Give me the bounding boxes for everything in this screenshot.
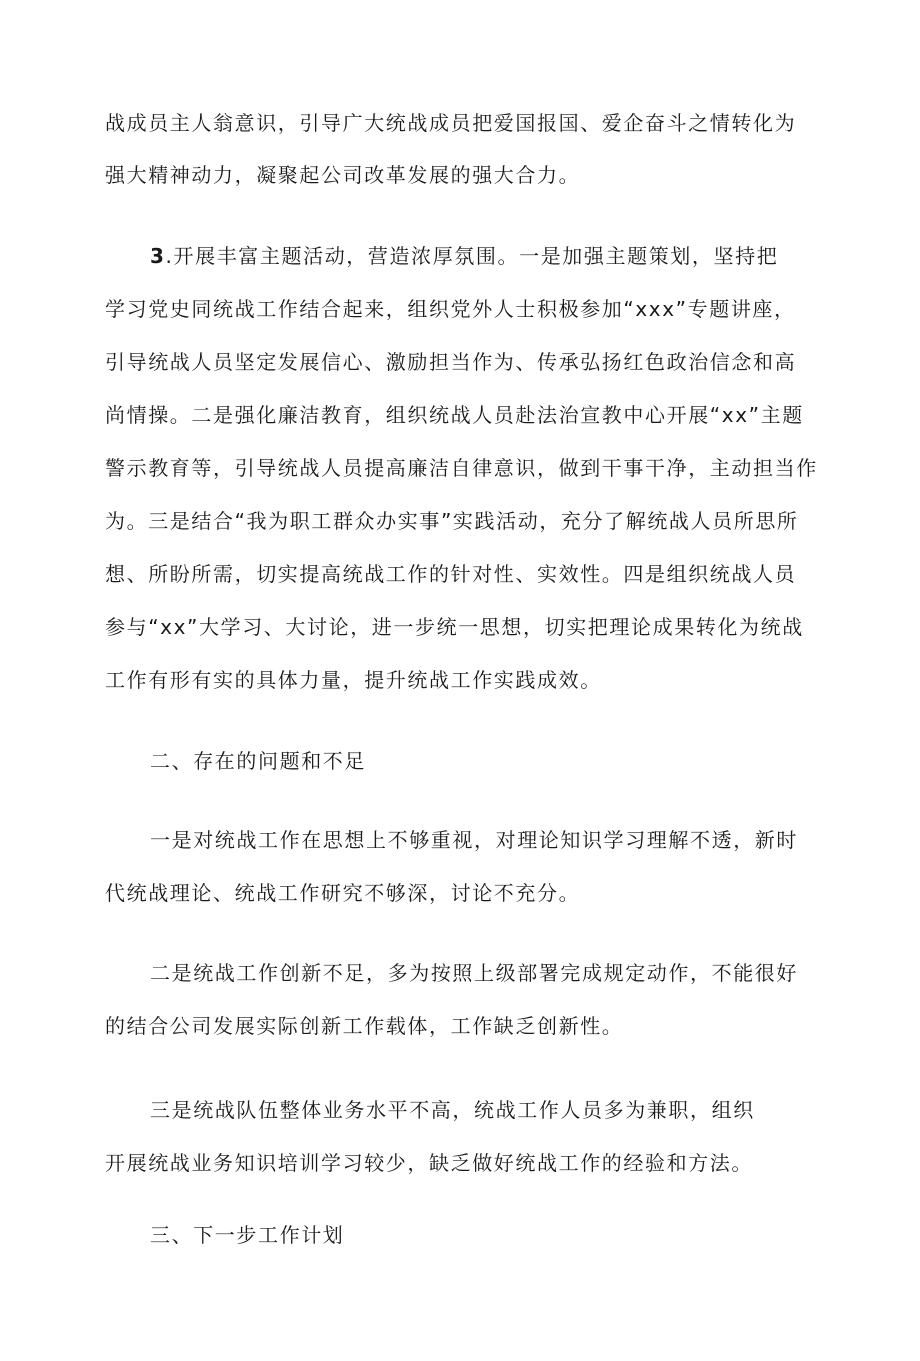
text-line: 二是统战工作创新不足，多为按照上级部署完成规定动作，不能很好 — [150, 961, 798, 985]
text-line: 警示教育等，引导统战人员提高廉洁自律意识，做到干事干净，主动担当作 — [105, 456, 818, 480]
text-line — [150, 243, 778, 269]
text-line: 参与“xx”大学习、大讨论，进一步统一思想，切实把理论成果转化为统战 — [105, 615, 804, 639]
text-line: 强大精神动力，凝聚起公司改革发展的强大合力。 — [105, 163, 581, 187]
text-line: 引导统战人员坚定发展信心、激励担当作为、传承弘扬红色政治信念和高 — [105, 350, 797, 374]
text-line: 学习党史同统战工作结合起来，组织党外人士积极参加“xxx”专题讲座， — [105, 297, 796, 321]
text-line: 三是统战队伍整体业务水平不高，统战工作人员多为兼职，组织 — [150, 1098, 755, 1122]
text-line: 战成员主人翁意识，引导广大统战成员把爱国报国、爱企奋斗之情转化为 — [105, 111, 797, 135]
text-line: 尚情操。二是强化廉洁教育，组织统战人员赴法治宣教中心开展“xx”主题 — [105, 403, 804, 427]
text-line: 的结合公司发展实际创新工作载体，工作缺乏创新性。 — [105, 1014, 624, 1038]
item-number: 3 — [150, 244, 166, 268]
text-line: 工作有形有实的具体力量，提升统战工作实践成效。 — [105, 668, 602, 692]
text-line: 为。三是结合“我为职工群众办实事”实践活动，充分了解统战人员所思所 — [105, 509, 799, 533]
text-line: 一是对统战工作在思想上不够重视，对理论知识学习理解不透，新时 — [150, 828, 798, 852]
item-heading-text: .开展丰富主题活动，营造浓厚氛围。一是加强主题策划，坚持把 — [165, 244, 779, 268]
text-line: 想、所盼所需，切实提高统战工作的针对性、实效性。四是组织统战人员 — [105, 562, 797, 586]
text-line: 开展统战业务知识培训学习较少，缺乏做好统战工作的经验和方法。 — [105, 1151, 753, 1175]
text-line: 代统战理论、统战工作研究不够深，讨论不充分。 — [105, 881, 581, 905]
section-heading: 三、下一步工作计划 — [150, 1223, 345, 1247]
section-heading: 二、存在的问题和不足 — [150, 749, 366, 773]
